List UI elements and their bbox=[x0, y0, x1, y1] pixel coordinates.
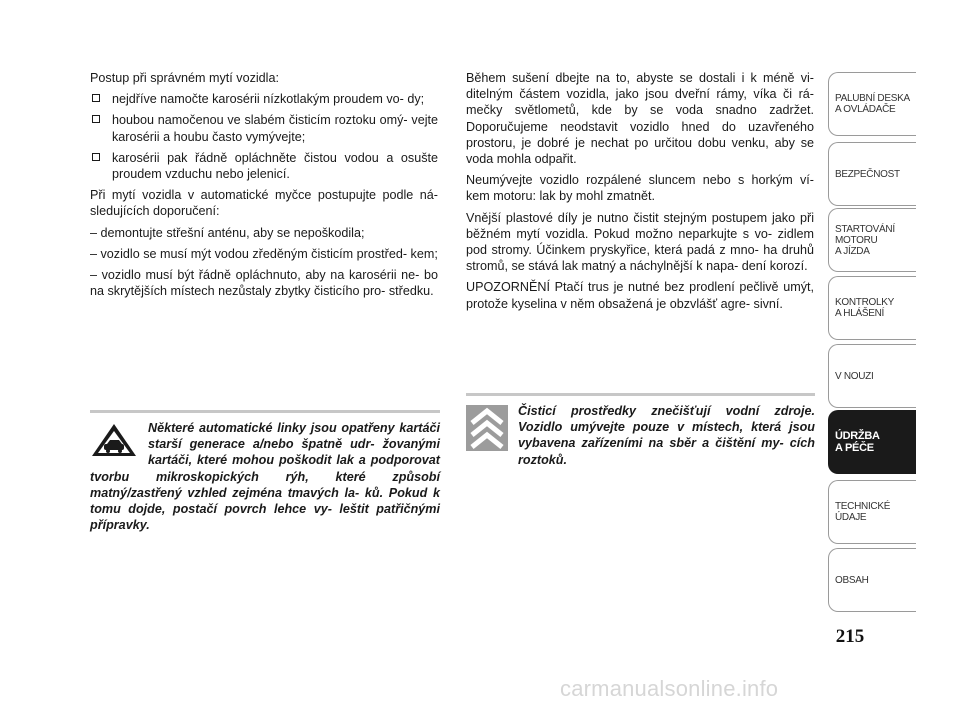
bird-droppings-paragraph: UPOZORNĚNÍ Ptačí trus je nutné bez prodlení pečlivě umýt, protože kyselina v něm obsažená je obzvlášť agre- sivní. bbox=[466, 280, 814, 311]
list-item: nejdříve namočte karosérii nízkotlakým proudem vo- dy; bbox=[90, 91, 438, 107]
wash-steps-list bbox=[90, 91, 438, 182]
warning-note-text: Některé automatické linky jsou opatřeny kartáči starší generace a/nebo špatně udr- žovanými kartáči, které mohou poškodit lak a podporovat tvorbu mikroskopických rýh, které způsobí matný/zastřený vzhled zejména tmavých la- ků. Pokud k tomu dojde, postačí povrch lehce vy- leštit patřičnými přípravky. bbox=[90, 421, 440, 533]
note-divider bbox=[466, 393, 815, 396]
tab-starting-driving[interactable]: STARTOVÁNÍ MOTORU A JÍZDA bbox=[828, 208, 916, 272]
checkbox-bullet-icon bbox=[92, 115, 100, 123]
antenna-paragraph: – demontujte střešní anténu, aby se nepoškodila; bbox=[90, 225, 365, 240]
rinse-paragraph: – vozidlo musí být řádně opláchnuto, aby na karosérii ne- bo na skrytějších místech nezůstaly zbytky čisticího pro- středku. bbox=[90, 268, 438, 299]
tab-dashboard-controls[interactable]: PALUBNÍ DESKA A OVLÁDAČE bbox=[828, 72, 916, 136]
warning-note bbox=[90, 410, 440, 533]
diluted-paragraph: – vozidlo se musí mýt vodou zředěným čisticím prostřed- kem; bbox=[90, 246, 438, 261]
checkbox-bullet-icon bbox=[92, 153, 100, 161]
watermark: carmanualsonline.info bbox=[560, 676, 779, 701]
wash-intro: Postup při správném mytí vozidla: bbox=[90, 71, 279, 85]
right-column bbox=[466, 70, 814, 317]
environment-note bbox=[466, 393, 815, 468]
left-column bbox=[90, 70, 438, 304]
tab-warning-lights[interactable]: KONTROLKY A HLÁŠENÍ bbox=[828, 276, 916, 340]
car-wash-paragraph: Při mytí vozidla v automatické myčce postupujte podle ná- sledujících doporučení: bbox=[90, 188, 438, 219]
tab-safety[interactable]: BEZPEČNOST bbox=[828, 142, 916, 206]
tab-maintenance-care[interactable]: ÚDRŽBA A PÉČE bbox=[828, 410, 916, 474]
car-wash-warning-icon bbox=[90, 422, 138, 462]
hot-engine-paragraph: Neumývejte vozidlo rozpálené sluncem nebo s horkým ví- kem motoru: lak by mohl zmatnět. bbox=[466, 173, 814, 204]
recycle-chevron-icon bbox=[466, 405, 508, 455]
list-item: karosérii pak řádně opláchněte čistou vodou a osušte proudem vzduchu nebo jelenicí. bbox=[90, 150, 438, 182]
page-number: 215 bbox=[835, 626, 865, 647]
tab-technical-data[interactable]: TECHNICKÉ ÚDAJE bbox=[828, 480, 916, 544]
list-item: houbou namočenou ve slabém čisticím roztoku omý- vejte karosérii a houbu často vymývejte; bbox=[90, 112, 438, 144]
environment-note-text: Čisticí prostředky znečišťují vodní zdroje. Vozidlo umývejte pouze v místech, která jsou vybavena zařízeními na sběr a čištění my- cích roztoků. bbox=[518, 404, 815, 467]
tab-contents[interactable]: OBSAH bbox=[828, 548, 916, 612]
checkbox-bullet-icon bbox=[92, 94, 100, 102]
drying-paragraph: Během sušení dbejte na to, abyste se dostali i k méně vi- ditelným částem vozidla, jako jsou dveřní rámy, víka či rá- mečky světlometů, kde by se voda snadno zadržet. Doporučujeme neodstavit vozidlo hned do uzavřeného prostoru, je dobré je nechat po určitou dobu venku, aby se voda mohla odpařit. bbox=[466, 71, 814, 167]
plastic-parts-paragraph: Vnější plastové díly je nutno čistit stejným postupem jako při běžném mytí vozidla. Pokud možno neparkujte s vo- zidlem pod stromy. Účinkem pryskyřice, která padá z mno- ha druhů stromů, se stává lak matný a náchylnější k napa- dení korozí. bbox=[466, 210, 814, 274]
tab-emergency[interactable]: V NOUZI bbox=[828, 344, 916, 408]
note-divider bbox=[90, 410, 440, 413]
